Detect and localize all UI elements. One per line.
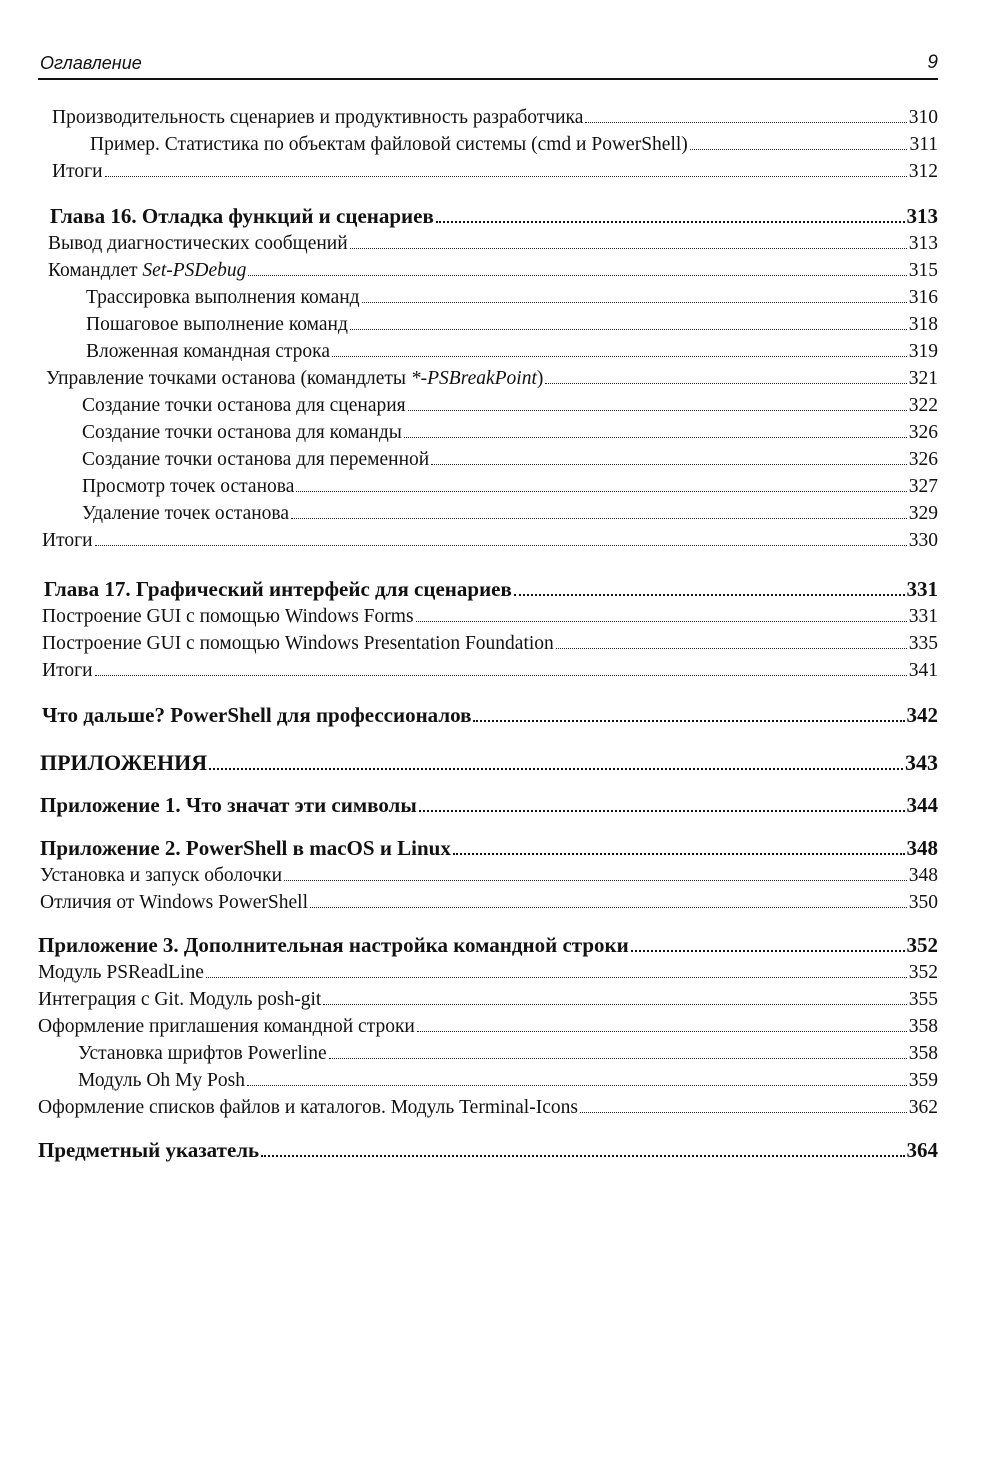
toc-entry-title (40, 749, 207, 776)
toc-section-entry (38, 419, 938, 446)
dot-leader (248, 275, 906, 276)
dot-leader (105, 176, 907, 177)
dot-leader (580, 1112, 907, 1113)
toc-entry-text: Итоги (42, 660, 93, 681)
toc-entry-title (52, 158, 103, 185)
toc-page-number: 312 (908, 161, 938, 182)
toc-entry-text: Установка шрифтов Powerline (78, 1043, 327, 1064)
toc-entry-title (42, 657, 93, 684)
toc-entry-text: Интеграция с Git. Модуль posh-git (38, 989, 322, 1010)
toc-entry-title (38, 959, 204, 986)
dot-leader (261, 1155, 904, 1157)
toc-entry-italic-text: Set-PSDebug (142, 260, 247, 281)
toc-section-entry (38, 959, 938, 986)
dot-leader (419, 810, 905, 812)
toc-entry-title (38, 1094, 578, 1121)
toc-entry-text: Модуль PSReadLine (38, 962, 204, 983)
toc-page-number: 355 (908, 989, 938, 1010)
dot-leader (209, 768, 903, 770)
toc-page-number: 327 (908, 476, 938, 497)
dot-leader (514, 594, 905, 596)
toc-page-number: 331 (908, 606, 938, 627)
table-of-contents (38, 104, 938, 1164)
toc-page-number: 321 (908, 368, 938, 389)
dot-leader (329, 1058, 907, 1059)
toc-entry-text: Вывод диагностических сообщений (48, 233, 348, 254)
toc-page-number: 344 (906, 793, 938, 817)
toc-entry-text: Предметный указатель (38, 1138, 260, 1162)
toc-page-number: 318 (908, 314, 938, 335)
toc-entry-italic-text: *-PSBreakPoint (410, 368, 537, 389)
toc-section-entry (38, 630, 938, 657)
toc-section-entry (38, 257, 938, 284)
toc-entry-title (82, 419, 402, 446)
toc-page-number: 330 (908, 530, 938, 551)
toc-entry-text: Построение GUI с помощью Windows Presentation Foundation (42, 633, 554, 654)
toc-page-number: 342 (906, 703, 938, 727)
toc-entry-text: Пример. Статистика по объектам файловой системы (cmd и PowerShell) (90, 134, 688, 155)
toc-section-entry (38, 603, 938, 630)
toc-entry-text: Отличия от Windows PowerShell (40, 892, 309, 913)
header-title: Оглавление (40, 53, 142, 73)
toc-chapter-entry (38, 1137, 938, 1164)
toc-entry-text: Удаление точек останова (82, 503, 290, 524)
dot-leader (631, 950, 905, 952)
toc-section-entry (38, 131, 938, 158)
toc-entry-title (40, 889, 308, 916)
toc-entry-text: Создание точки останова для команды (82, 422, 402, 443)
toc-page-number: 335 (908, 633, 938, 654)
dot-leader (291, 518, 907, 519)
toc-entry-text: Модуль Oh My Posh (78, 1070, 245, 1091)
toc-page-number: 359 (908, 1070, 938, 1091)
toc-section-entry (38, 1094, 938, 1121)
toc-section-entry (38, 311, 938, 338)
dot-leader (416, 621, 907, 622)
toc-page-number: 352 (908, 962, 938, 983)
toc-entry-title (86, 338, 330, 365)
dot-leader (453, 853, 905, 855)
dot-leader (408, 410, 907, 411)
toc-page-number: 316 (908, 287, 938, 308)
toc-entry-title (46, 365, 543, 392)
dot-leader (95, 675, 907, 676)
toc-page-number: 311 (909, 134, 938, 155)
toc-entry-text: Пошаговое выполнение команд (86, 314, 348, 335)
toc-entry-title (86, 284, 360, 311)
toc-page-number: 329 (908, 503, 938, 524)
dot-leader (545, 383, 906, 384)
toc-section-entry (38, 1040, 938, 1067)
dot-leader (323, 1004, 906, 1005)
dot-leader (556, 648, 907, 649)
toc-entry-text: Управление точками останова (командлеты (46, 368, 411, 389)
toc-chapter-entry (38, 792, 938, 819)
toc-entry-text: Производительность сценариев и продуктивность разработчика (52, 107, 584, 128)
toc-entry-text: Приложение 2. PowerShell в macOS и Linux (40, 836, 451, 860)
toc-section-entry (38, 365, 938, 392)
toc-entry-text: Командлет (48, 260, 143, 281)
toc-section-entry (38, 392, 938, 419)
toc-page-number: 364 (906, 1138, 938, 1162)
toc-chapter-entry (38, 576, 938, 603)
dot-leader (690, 149, 908, 150)
toc-entry-text: Итоги (42, 530, 93, 551)
toc-entry-text: Трассировка выполнения команд (86, 287, 360, 308)
dot-leader (362, 302, 907, 303)
toc-entry-text: Приложение 1. Что значат эти символы (40, 793, 417, 817)
toc-section-entry (38, 500, 938, 527)
toc-entry-text: Глава 16. Отладка функций и сценариев (50, 204, 434, 228)
toc-entry-title (78, 1040, 327, 1067)
toc-page-number: 348 (908, 865, 938, 886)
toc-entry-title (52, 104, 583, 131)
toc-entry-text: Создание точки останова для переменной (82, 449, 430, 470)
toc-entry-title (82, 500, 289, 527)
dot-leader (95, 545, 907, 546)
toc-section-entry (38, 230, 938, 257)
toc-section-entry (38, 1067, 938, 1094)
dot-leader (296, 491, 906, 492)
dot-leader (350, 248, 907, 249)
toc-entry-title (42, 702, 471, 729)
toc-entry-title (48, 257, 246, 284)
toc-section-entry (38, 889, 938, 916)
toc-section-entry (38, 338, 938, 365)
toc-section-entry (38, 446, 938, 473)
dot-leader (206, 977, 907, 978)
toc-section-entry (38, 862, 938, 889)
toc-page-number: 358 (908, 1016, 938, 1037)
toc-entry-title (44, 576, 512, 603)
toc-entry-text: Вложенная командная строка (86, 341, 331, 362)
dot-leader (436, 221, 905, 223)
toc-entry-title (42, 527, 93, 554)
toc-page-number: 310 (908, 107, 938, 128)
dot-leader (284, 880, 907, 881)
toc-section-entry (38, 657, 938, 684)
toc-entry-text: Оформление списков файлов и каталогов. Модуль Terminal-Icons (38, 1097, 578, 1118)
toc-entry-text: Установка и запуск оболочки (40, 865, 283, 886)
toc-section-entry (38, 527, 938, 554)
toc-entry-title (38, 1137, 259, 1164)
toc-section-entry (38, 158, 938, 185)
toc-chapter-entry (38, 835, 938, 862)
toc-entry-title (50, 203, 434, 230)
toc-entry-suffix: ) (536, 368, 544, 389)
toc-chapter-entry (38, 203, 938, 230)
toc-page-number: 352 (906, 933, 938, 957)
toc-entry-text: Итоги (52, 161, 103, 182)
toc-page-number: 350 (908, 892, 938, 913)
toc-entry-title (82, 446, 429, 473)
dot-leader (247, 1085, 907, 1086)
toc-chapter-entry (38, 932, 938, 959)
toc-entry-title (40, 792, 417, 819)
toc-entry-title (42, 603, 414, 630)
toc-page-number: 326 (908, 422, 938, 443)
toc-entry-title (82, 473, 294, 500)
toc-page-number: 343 (905, 750, 938, 775)
toc-page-number: 326 (908, 449, 938, 470)
toc-entry-text: Что дальше? PowerShell для профессионалов (42, 703, 472, 727)
toc-page-number: 322 (908, 395, 938, 416)
toc-page-number: 315 (908, 260, 938, 281)
toc-page-number: 319 (908, 341, 938, 362)
toc-entry-title (38, 932, 629, 959)
dot-leader (431, 464, 907, 465)
toc-entry-text: Построение GUI с помощью Windows Forms (42, 606, 414, 627)
toc-entry-title (86, 311, 348, 338)
running-header (38, 48, 938, 80)
toc-section-entry (38, 284, 938, 311)
toc-entry-title (40, 835, 451, 862)
toc-chapter-entry (38, 702, 938, 729)
toc-entry-title (40, 862, 282, 889)
toc-page-number: 348 (906, 836, 938, 860)
toc-page-number: 331 (906, 577, 938, 601)
toc-page-number: 362 (908, 1097, 938, 1118)
toc-chapter-entry (38, 749, 938, 776)
dot-leader (473, 720, 904, 722)
dot-leader (404, 437, 907, 438)
toc-entry-text: Приложение 3. Дополнительная настройка командной строки (38, 933, 629, 957)
toc-entry-title (42, 630, 554, 657)
toc-section-entry (38, 986, 938, 1013)
toc-section-entry (38, 1013, 938, 1040)
toc-entry-text: ПРИЛОЖЕНИЯ (40, 750, 208, 775)
dot-leader (350, 329, 907, 330)
dot-leader (310, 907, 907, 908)
toc-entry-text: Оформление приглашения командной строки (38, 1016, 415, 1037)
header-page-number: 9 (927, 52, 938, 73)
toc-section-entry (38, 104, 938, 131)
toc-entry-title (90, 131, 688, 158)
toc-page-number: 313 (908, 233, 938, 254)
toc-entry-title (38, 986, 321, 1013)
dot-leader (332, 356, 907, 357)
dot-leader (417, 1031, 907, 1032)
toc-page-number: 358 (908, 1043, 938, 1064)
dot-leader (585, 122, 906, 123)
toc-section-entry (38, 473, 938, 500)
toc-page-number: 313 (906, 204, 938, 228)
toc-page-number: 341 (908, 660, 938, 681)
toc-entry-text: Создание точки останова для сценария (82, 395, 406, 416)
toc-entry-title (38, 1013, 415, 1040)
toc-entry-text: Просмотр точек останова (82, 476, 295, 497)
toc-entry-title (48, 230, 348, 257)
toc-entry-title (78, 1067, 245, 1094)
toc-entry-title (82, 392, 406, 419)
toc-entry-text: Глава 17. Графический интерфейс для сценариев (44, 577, 512, 601)
